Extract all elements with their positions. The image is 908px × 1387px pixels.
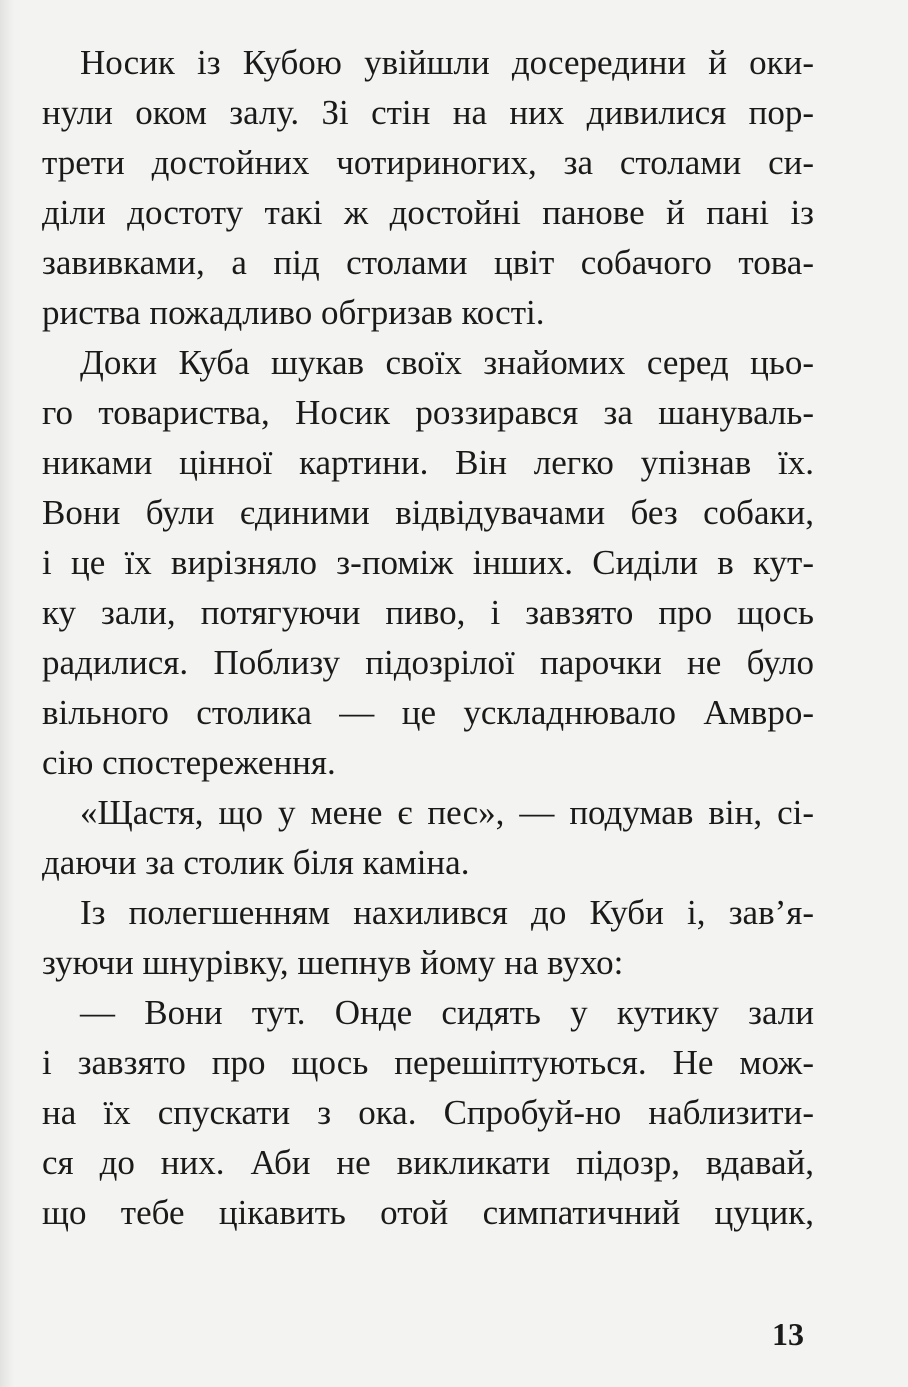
text-line: риства пожадливо обгризав кості. bbox=[42, 293, 545, 332]
text-line: никами цінної картини. Він легко упізнав їх. bbox=[42, 443, 814, 482]
text-line: на їх спускати з ока. Спробуй-но наблизити- bbox=[42, 1093, 814, 1132]
text-line: ку зали, потягуючи пиво, і завзято про щось bbox=[42, 593, 814, 632]
text-line: ся до них. Аби не викликати підозр, вдавай, bbox=[42, 1143, 814, 1182]
text-line: і це їх вирізняло з-поміж інших. Сиділи в кут- bbox=[42, 543, 814, 582]
body-text bbox=[42, 38, 814, 1238]
text-line: вільного столика — це ускладнювало Амвро- bbox=[42, 693, 814, 732]
text-line: Носик із Кубою увійшли досередини й оки- bbox=[80, 43, 814, 82]
text-line: сію спостереження. bbox=[42, 743, 336, 782]
page-number: 13 bbox=[772, 1316, 804, 1352]
text-line: даючи за столик біля каміна. bbox=[42, 843, 470, 882]
text-line: Із полегшенням нахилився до Куби і, зав’я- bbox=[80, 893, 814, 932]
text-line: діли достоту такі ж достойні панове й пані із bbox=[42, 193, 814, 232]
page-edge-shadow bbox=[0, 0, 14, 1387]
text-line: радилися. Поблизу підозрілої парочки не було bbox=[42, 643, 814, 682]
text-line: Доки Куба шукав своїх знайомих серед цьо- bbox=[80, 343, 814, 382]
text-line: «Щастя, що у мене є пес», — подумав він, сі- bbox=[80, 793, 814, 832]
text-line: трети достойних чотириногих, за столами си- bbox=[42, 143, 814, 182]
text-line: зуючи шнурівку, шепнув йому на вухо: bbox=[42, 943, 624, 982]
text-line: що тебе цікавить отой симпатичний цуцик, bbox=[42, 1193, 814, 1232]
text-line: завивками, а під столами цвіт собачого това- bbox=[42, 243, 814, 282]
text-line: го товариства, Носик роззирався за шануваль- bbox=[42, 393, 814, 432]
text-line: Вони були єдиними відвідувачами без собаки, bbox=[42, 493, 814, 532]
text-line: нули оком залу. Зі стін на них дивилися пор- bbox=[42, 93, 814, 132]
text-line: і завзято про щось перешіптуються. Не мож- bbox=[42, 1043, 814, 1082]
text-line: — Вони тут. Онде сидять у кутику зали bbox=[80, 993, 814, 1032]
